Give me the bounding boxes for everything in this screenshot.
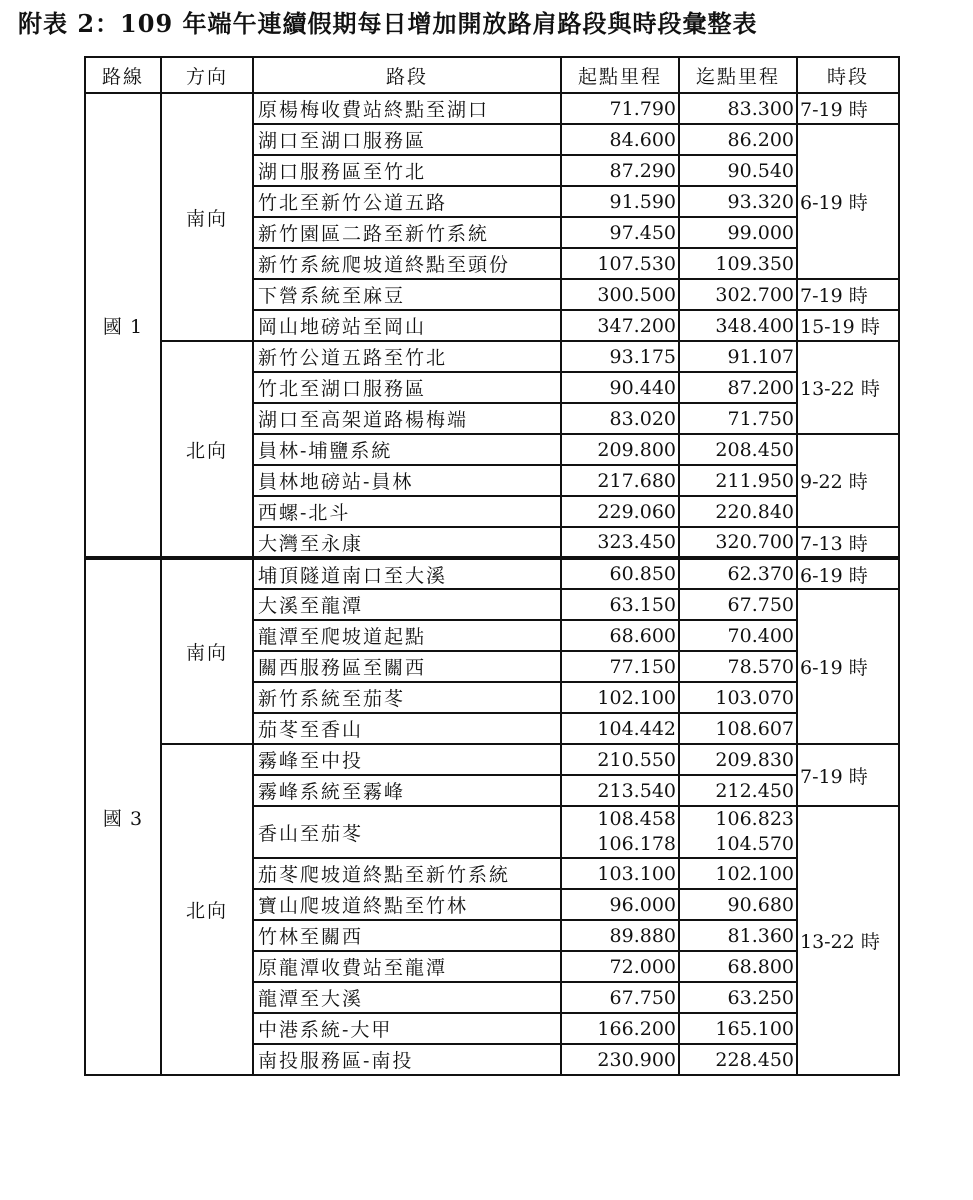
segment-cell: 湖口至湖口服務區 [253,124,561,155]
end-km-cell: 83.300 [679,93,797,124]
start-km-cell: 63.150 [561,589,679,620]
start-km-cell: 77.150 [561,651,679,682]
road-cell: 國 1 [85,93,161,558]
segment-cell: 竹北至湖口服務區 [253,372,561,403]
end-km-cell: 87.200 [679,372,797,403]
segment-cell: 大溪至龍潭 [253,589,561,620]
end-km-cell: 348.400 [679,310,797,341]
time-cell: 6-19 時 [797,124,899,279]
end-km-cell: 71.750 [679,403,797,434]
segment-cell: 竹北至新竹公道五路 [253,186,561,217]
end-km-cell: 208.450 [679,434,797,465]
end-km-cell: 320.700 [679,527,797,558]
end-km-cell: 103.070 [679,682,797,713]
segment-cell: 大灣至永康 [253,527,561,558]
end-km-value: 106.823 [715,808,794,830]
start-km-cell: 229.060 [561,496,679,527]
start-km-cell: 72.000 [561,951,679,982]
table-row [85,93,899,124]
segment-cell: 龍潭至大溪 [253,982,561,1013]
start-km-cell: 93.175 [561,341,679,372]
end-km-cell: 302.700 [679,279,797,310]
start-km-cell: 60.850 [561,558,679,589]
end-km-cell: 91.107 [679,341,797,372]
time-cell: 13-22 時 [797,806,899,1075]
end-km-cell: 63.250 [679,982,797,1013]
document-title: 附表 2：109 年端午連續假期每日增加開放路肩路段與時段彙整表 [18,9,758,38]
segment-cell: 中港系統-大甲 [253,1013,561,1044]
start-km-cell: 107.530 [561,248,679,279]
road-cell: 國 3 [85,558,161,1075]
end-km-cell: 68.800 [679,951,797,982]
segment-cell: 新竹公道五路至竹北 [253,341,561,372]
time-cell: 7-19 時 [797,744,899,806]
table-row [85,558,899,589]
start-km-cell [561,806,679,858]
start-km-cell: 213.540 [561,775,679,806]
end-km-cell: 78.570 [679,651,797,682]
start-km-cell: 97.450 [561,217,679,248]
header-segment: 路段 [253,57,561,93]
end-km-cell: 62.370 [679,558,797,589]
segment-cell: 原楊梅收費站終點至湖口 [253,93,561,124]
start-km-cell: 84.600 [561,124,679,155]
end-km-cell: 211.950 [679,465,797,496]
start-km-value-2: 106.178 [597,833,676,855]
time-cell: 7-19 時 [797,279,899,310]
header-row [85,57,899,93]
start-km-cell: 300.500 [561,279,679,310]
end-km-value-2: 104.570 [715,833,794,855]
section-freeway-3 [85,558,899,1075]
end-km-cell: 93.320 [679,186,797,217]
start-km-cell: 209.800 [561,434,679,465]
end-km-cell: 165.100 [679,1013,797,1044]
end-km-cell: 99.000 [679,217,797,248]
segment-cell: 茄苳爬坡道終點至新竹系統 [253,858,561,889]
table-row [85,744,899,775]
segment-cell: 員林地磅站-員林 [253,465,561,496]
header-time: 時段 [797,57,899,93]
end-km-cell: 67.750 [679,589,797,620]
start-km-cell: 68.600 [561,620,679,651]
start-km-cell: 166.200 [561,1013,679,1044]
end-km-cell: 228.450 [679,1044,797,1075]
end-km-cell: 81.360 [679,920,797,951]
segment-cell: 香山至茄苳 [253,806,561,858]
start-km-cell: 104.442 [561,713,679,744]
start-km-cell: 102.100 [561,682,679,713]
segment-cell: 新竹系統至茄苳 [253,682,561,713]
time-cell: 15-19 時 [797,310,899,341]
end-km-cell: 86.200 [679,124,797,155]
start-km-cell: 90.440 [561,372,679,403]
time-cell: 6-19 時 [797,558,899,589]
end-km-cell [679,806,797,858]
start-km-cell: 91.590 [561,186,679,217]
time-cell: 13-22 時 [797,341,899,434]
time-cell: 6-19 時 [797,589,899,744]
end-km-cell: 90.540 [679,155,797,186]
start-km-cell: 89.880 [561,920,679,951]
segment-cell: 新竹園區二路至新竹系統 [253,217,561,248]
time-cell: 7-19 時 [797,93,899,124]
segment-cell: 龍潭至爬坡道起點 [253,620,561,651]
start-km-cell: 87.290 [561,155,679,186]
segment-cell: 湖口至高架道路楊梅端 [253,403,561,434]
direction-cell: 北向 [161,744,253,1075]
start-km-cell: 83.020 [561,403,679,434]
segment-cell: 下營系統至麻豆 [253,279,561,310]
time-cell: 9-22 時 [797,434,899,527]
segment-cell: 寶山爬坡道終點至竹林 [253,889,561,920]
start-km-cell: 210.550 [561,744,679,775]
segment-cell: 員林-埔鹽系統 [253,434,561,465]
start-km-cell: 103.100 [561,858,679,889]
start-km-cell: 347.200 [561,310,679,341]
end-km-cell: 102.100 [679,858,797,889]
header-direction: 方向 [161,57,253,93]
segment-cell: 新竹系統爬坡道終點至頭份 [253,248,561,279]
header-road: 路線 [85,57,161,93]
segment-cell: 埔頂隧道南口至大溪 [253,558,561,589]
start-km-cell: 67.750 [561,982,679,1013]
segment-cell: 霧峰系統至霧峰 [253,775,561,806]
direction-cell: 南向 [161,93,253,341]
segment-cell: 岡山地磅站至岡山 [253,310,561,341]
end-km-cell: 212.450 [679,775,797,806]
segment-cell: 原龍潭收費站至龍潭 [253,951,561,982]
segment-cell: 湖口服務區至竹北 [253,155,561,186]
direction-cell: 南向 [161,558,253,744]
direction-cell: 北向 [161,341,253,558]
shoulder-schedule-table [84,56,900,1076]
end-km-cell: 108.607 [679,713,797,744]
start-km-cell: 96.000 [561,889,679,920]
section-freeway-1 [85,93,899,558]
time-cell: 7-13 時 [797,527,899,558]
end-km-cell: 209.830 [679,744,797,775]
end-km-cell: 70.400 [679,620,797,651]
start-km-cell: 71.790 [561,93,679,124]
start-km-cell: 217.680 [561,465,679,496]
table-row [85,341,899,372]
segment-cell: 西螺-北斗 [253,496,561,527]
start-km-value: 108.458 [597,808,676,830]
segment-cell: 霧峰至中投 [253,744,561,775]
header-start-km: 起點里程 [561,57,679,93]
segment-cell: 南投服務區-南投 [253,1044,561,1075]
end-km-cell: 220.840 [679,496,797,527]
segment-cell: 竹林至關西 [253,920,561,951]
segment-cell: 茄苳至香山 [253,713,561,744]
end-km-cell: 109.350 [679,248,797,279]
start-km-cell: 230.900 [561,1044,679,1075]
header-end-km: 迄點里程 [679,57,797,93]
start-km-cell: 323.450 [561,527,679,558]
end-km-cell: 90.680 [679,889,797,920]
segment-cell: 關西服務區至關西 [253,651,561,682]
